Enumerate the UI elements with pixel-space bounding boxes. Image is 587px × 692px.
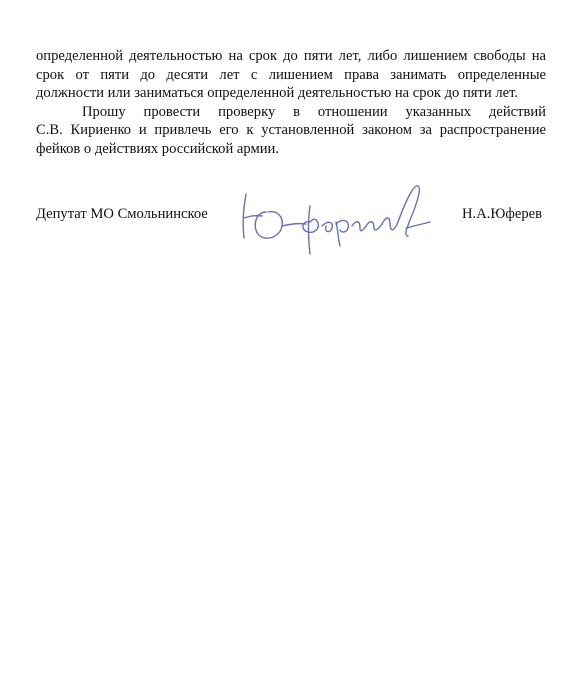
body-line: должности или заниматься определенной деятельностью на срок до пяти лет. xyxy=(36,85,519,101)
body-line: фейков о действиях российской армии. xyxy=(36,140,279,157)
body-line: определенной деятельностью на срок до пяти лет, либо лишением свободы на xyxy=(36,48,546,64)
body-line: С.В. Кириенко и привлечь его к установленной законом за распространение xyxy=(36,122,546,138)
document-body xyxy=(36,47,546,158)
signer-name: Н.А.Юферев xyxy=(462,206,542,222)
signer-role: Депутат МО Смольнинское xyxy=(36,206,208,222)
handwritten-signature xyxy=(236,176,436,260)
body-line: Прошу провести проверку в отношении указанных действий xyxy=(82,103,546,120)
signature-block xyxy=(36,200,546,260)
body-line: срок от пяти до десяти лет с лишением права занимать определенные xyxy=(36,66,546,83)
